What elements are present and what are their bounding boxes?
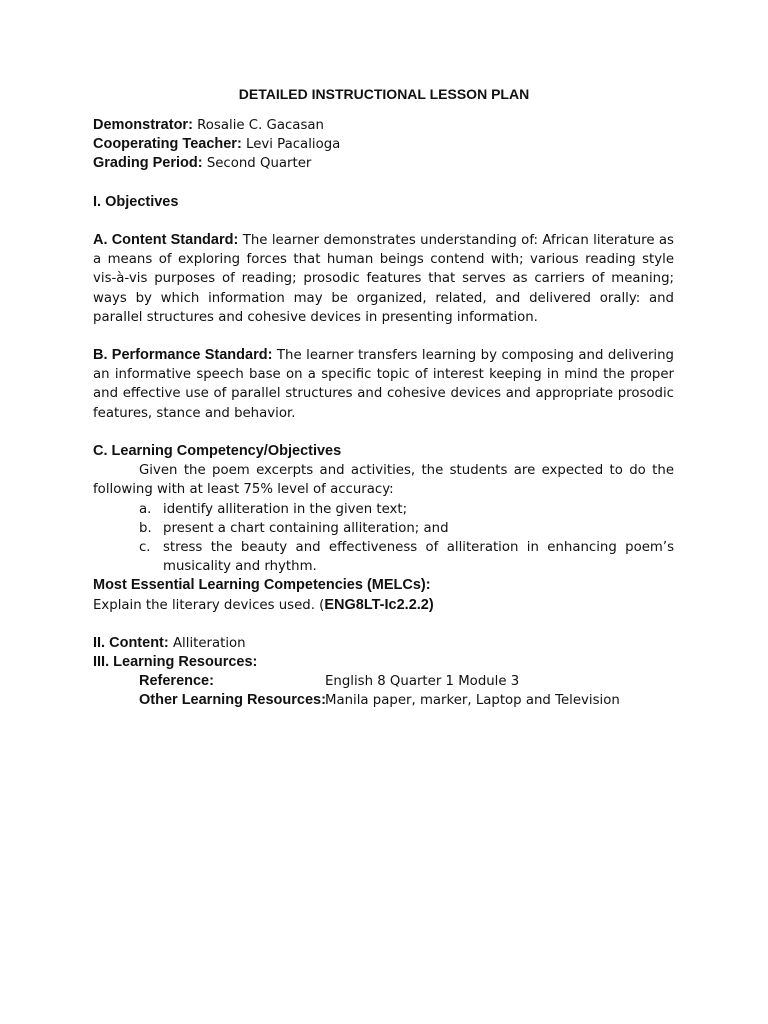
content-standard-label: A. Content Standard: [93,232,239,248]
other-resources-row [139,692,620,708]
list-marker: b. [139,521,152,536]
list-item [139,519,674,538]
other-resources-value: Manila paper, marker, Laptop and Television [325,693,620,708]
content-standard-text: The learner demonstrates understanding of: African literature as a means of exploring forces that human beings contend with; various reading style vis-à-vis purposes of reading; prosodic features that serves as carriers of meaning; ways by which information may be organized, related, and delivered orally: and parallel structures and cohesive devices in presenting information. [93,233,674,325]
demonstrator-value: Rosalie C. Gacasan [197,118,324,133]
content-line [93,635,246,651]
reference-label: Reference: [139,673,214,689]
cooperating-teacher-line [93,136,340,152]
grading-period-label: Grading Period: [93,155,203,171]
cooperating-teacher-label: Cooperating Teacher: [93,136,242,152]
list-item [139,500,674,519]
melcs-heading: Most Essential Learning Competencies (MELCs): [93,577,431,593]
reference-value: English 8 Quarter 1 Module 3 [325,674,520,689]
content-value: Alliteration [172,636,246,651]
performance-standard-label: B. Performance Standard: [93,347,273,363]
objectives-heading: I. Objectives [93,194,179,210]
competency-intro: Given the poem excerpts and activities, the students are expected to do the following with at least 75% level of accuracy: [93,463,674,498]
list-marker: c. [139,540,151,555]
cooperating-teacher-value: Levi Pacalioga [246,137,341,152]
demonstrator-line [93,117,324,133]
grading-period-value: Second Quarter [206,156,312,171]
content-standard-paragraph [93,231,674,327]
demonstrator-label: Demonstrator: [93,117,193,133]
performance-standard-paragraph [93,346,674,423]
melcs-code: ENG8LT-Ic2.2.2) [324,597,434,613]
grading-period-line [93,155,311,171]
learning-competency-heading: C. Learning Competency/Objectives [93,443,342,459]
list-item [139,538,674,576]
list-marker: a. [139,502,152,517]
content-label: II. Content: [93,635,169,651]
learning-resources-heading: III. Learning Resources: [93,654,258,670]
page-title: DETAILED INSTRUCTIONAL LESSON PLAN [238,86,530,102]
list-item-text: identify alliteration in the given text; [163,502,408,517]
list-item-text: stress the beauty and effectiveness of alliteration in enhancing poem’s musicality and rhythm. [163,540,674,575]
performance-standard-text: The learner transfers learning by composing and delivering an informative speech base on a specific topic of interest keeping in mind the proper and effective use of parallel structures and cohesive devices and appropriate prosodic features, stance and behavior. [93,348,674,421]
reference-row [139,673,519,689]
melcs-text: Explain the literary devices used. ( [93,598,325,613]
list-item-text: present a chart containing alliteration; and [163,521,449,536]
melcs-line [93,597,434,613]
other-resources-label: Other Learning Resources: [139,692,326,708]
